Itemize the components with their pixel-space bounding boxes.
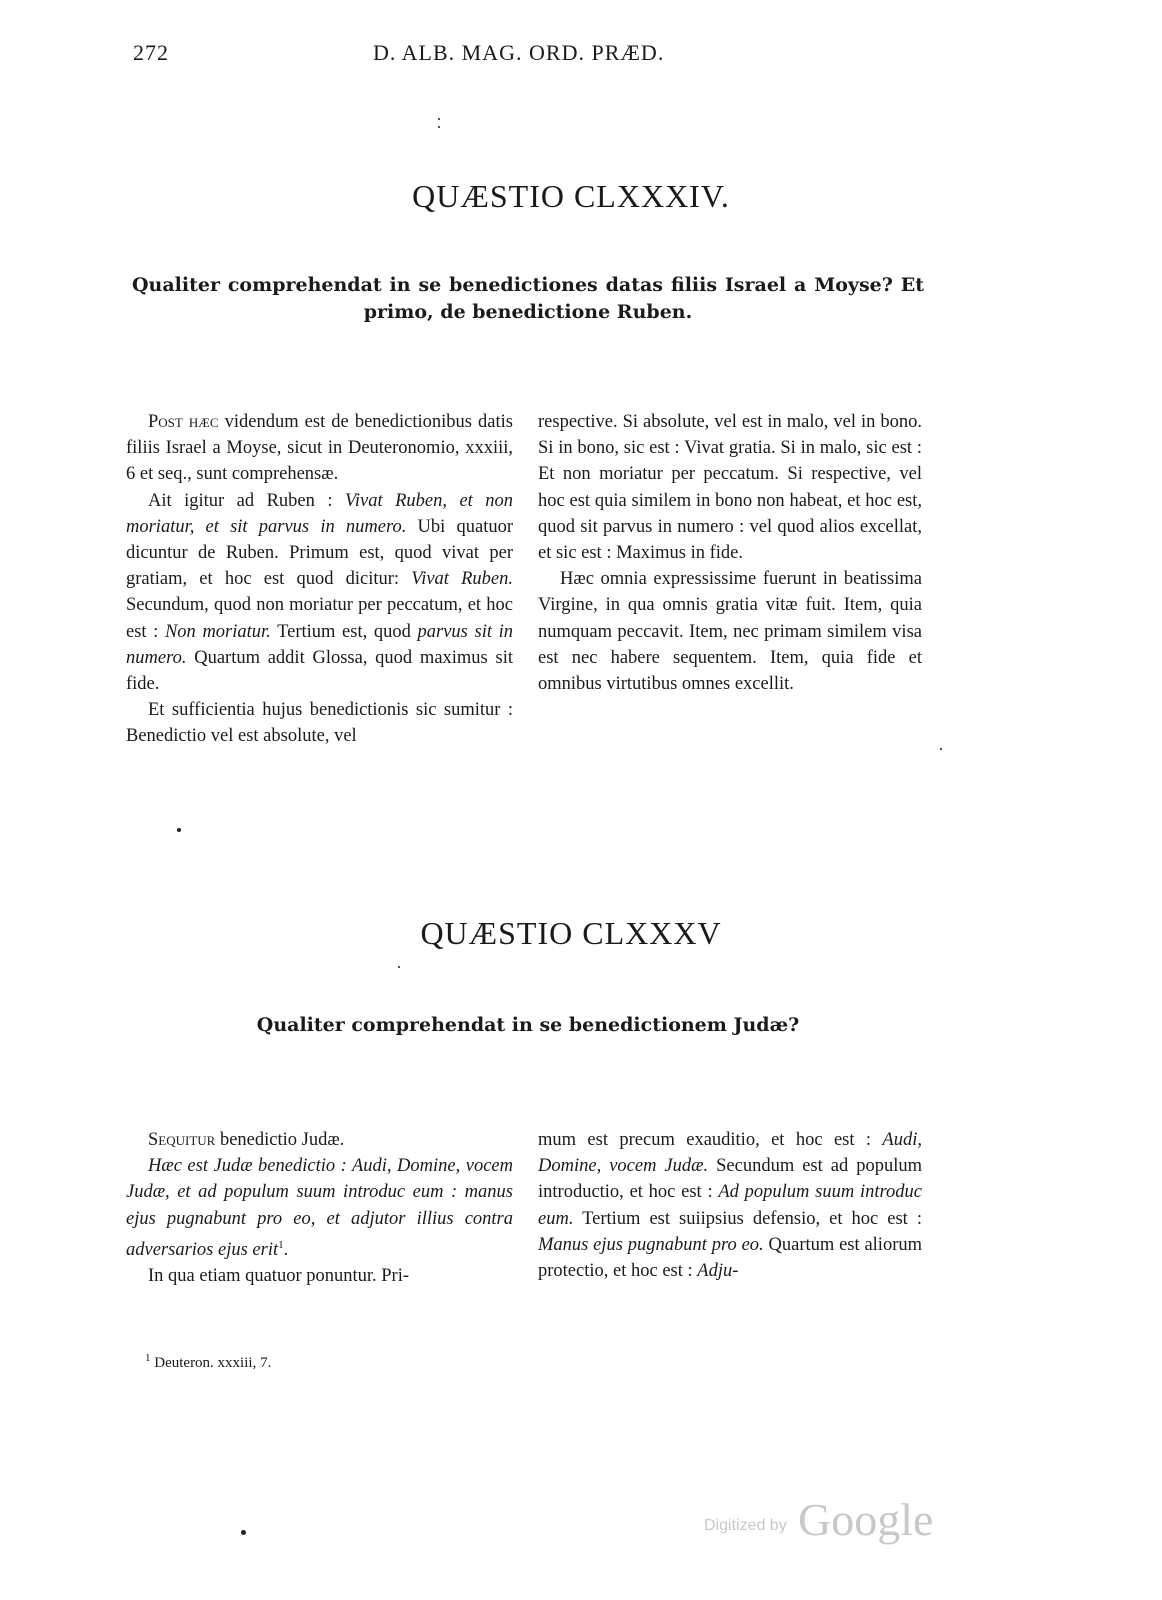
paragraph-text: Quartum addit Glossa, quod maximus sit fide. (126, 647, 513, 695)
scripture-quote: Manus ejus pugnabunt pro eo. (538, 1234, 764, 1255)
scripture-quote: Adju- (697, 1261, 739, 1282)
question-185-title: QUÆSTIO CLXXXV (420, 915, 722, 951)
paragraph-text: Secundum est ad populum introductio, et hoc est : (538, 1156, 922, 1203)
paragraph-text: Secundum, quod non moriatur per peccatum, et hoc est : (126, 595, 513, 642)
running-head (133, 40, 933, 70)
page-number: 272 (133, 40, 169, 65)
scripture-quote: Hæc est Judæ benedictio : Audi, Domine, vocem Judæ, et ad populum suum introduc eum : manus ejus pugnabunt pro eo, et adjutor illius contra adversarios ejus erit (126, 1156, 513, 1260)
scan-speck (241, 1530, 246, 1535)
question-184-subtitle: Qualiter comprehendat in se benedictiones datas filiis Israel a Moyse? Et primo, de benedictione Ruben. (132, 274, 924, 323)
scan-speck (438, 126, 440, 128)
scan-speck (438, 118, 440, 120)
paragraph (126, 409, 513, 488)
scripture-quote: Vivat Ruben. (411, 569, 514, 590)
watermark-label: Digitized by (704, 1517, 787, 1534)
scan-speck (398, 966, 400, 968)
question-184-column-left (126, 409, 513, 750)
question-184-title: QUÆSTIO CLXXXIV. (412, 178, 730, 214)
footnote-marker: 1 (278, 1238, 284, 1251)
scripture-quote: Vivat Ruben, et non moriatur, et sit parvus in numero. (126, 490, 514, 537)
scripture-quote: Non moriatur. (164, 621, 271, 642)
paragraph (538, 1127, 922, 1284)
google-logo: Google (798, 1494, 934, 1545)
scripture-quote: Ad populum suum introduc eum. (538, 1182, 922, 1229)
lead-words: Sequitur (148, 1130, 216, 1150)
question-185-column-left (126, 1127, 513, 1289)
paragraph-text: . (283, 1239, 289, 1260)
scan-speck (940, 748, 942, 750)
paragraph-text: Quartum est aliorum protectio, et hoc est : (538, 1234, 922, 1282)
paragraph-text: Ubi quatuor dicuntur de Ruben. Primum est, quod vivat per gratiam, et hoc est quod dicitur: (126, 516, 514, 590)
question-184-column-right (538, 409, 922, 697)
paragraph: In qua etiam quatuor ponuntur. Pri- (148, 1266, 410, 1287)
footnote (145, 1352, 271, 1372)
paragraph-text: videndum est de benedictionibus datis filiis Israel a Moyse, sicut in Deuteronomio, xxxiii, 6 et seq., sunt comprehensæ. (126, 412, 513, 485)
question-185-subtitle: Qualiter comprehendat in se benedictionem Judæ? (256, 1014, 800, 1036)
paragraph-text: Tertium est, quod (270, 621, 418, 642)
paragraph-text: Ait igitur ad Ruben : (148, 490, 345, 511)
scripture-quote: parvus sit in numero. (126, 621, 513, 668)
paragraph-text: benedictio Judæ. (215, 1130, 345, 1150)
paragraph (126, 488, 513, 698)
paragraph (126, 1153, 513, 1263)
paragraph: Hæc omnia expressissime fuerunt in beatissima Virgine, in qua omnis gratia vitæ fuit. Item, quia numquam peccavit. Item, nec primam similem visa est nec habere sequentem. Item, quia fide et omnibus virtutibus omnes excellit. (538, 569, 922, 695)
scripture-quote: Audi, Domine, vocem Judæ. (538, 1130, 922, 1177)
paragraph-text: Tertium est suiipsius defensio, et hoc est : (573, 1208, 922, 1229)
footnote-text: Deuteron. xxxiii, 7. (150, 1355, 272, 1371)
paragraph (126, 1127, 513, 1153)
paragraph: Et sufficientia hujus benedictionis sic sumitur : Benedictio vel est absolute, vel (126, 700, 513, 747)
paragraph-text: mum est precum exauditio, et hoc est : (538, 1130, 883, 1150)
running-title: D. ALB. MAG. ORD. PRÆD. (373, 40, 665, 65)
scan-speck (177, 828, 181, 832)
lead-words: Post hæc (148, 412, 219, 432)
footnote-marker: 1 (145, 1352, 151, 1364)
paragraph: respective. Si absolute, vel est in malo, vel in bono. Si in bono, sic est : Vivat gratia. Si in malo, sic est : Et non moriatur per peccatum. Si respective, vel hoc est quia similem in bono non habeat, et hoc est, quod sit parvus in numero : vel quod alios excellat, et sic est : Maximus in fide. (538, 412, 922, 564)
question-185-column-right (538, 1127, 922, 1284)
